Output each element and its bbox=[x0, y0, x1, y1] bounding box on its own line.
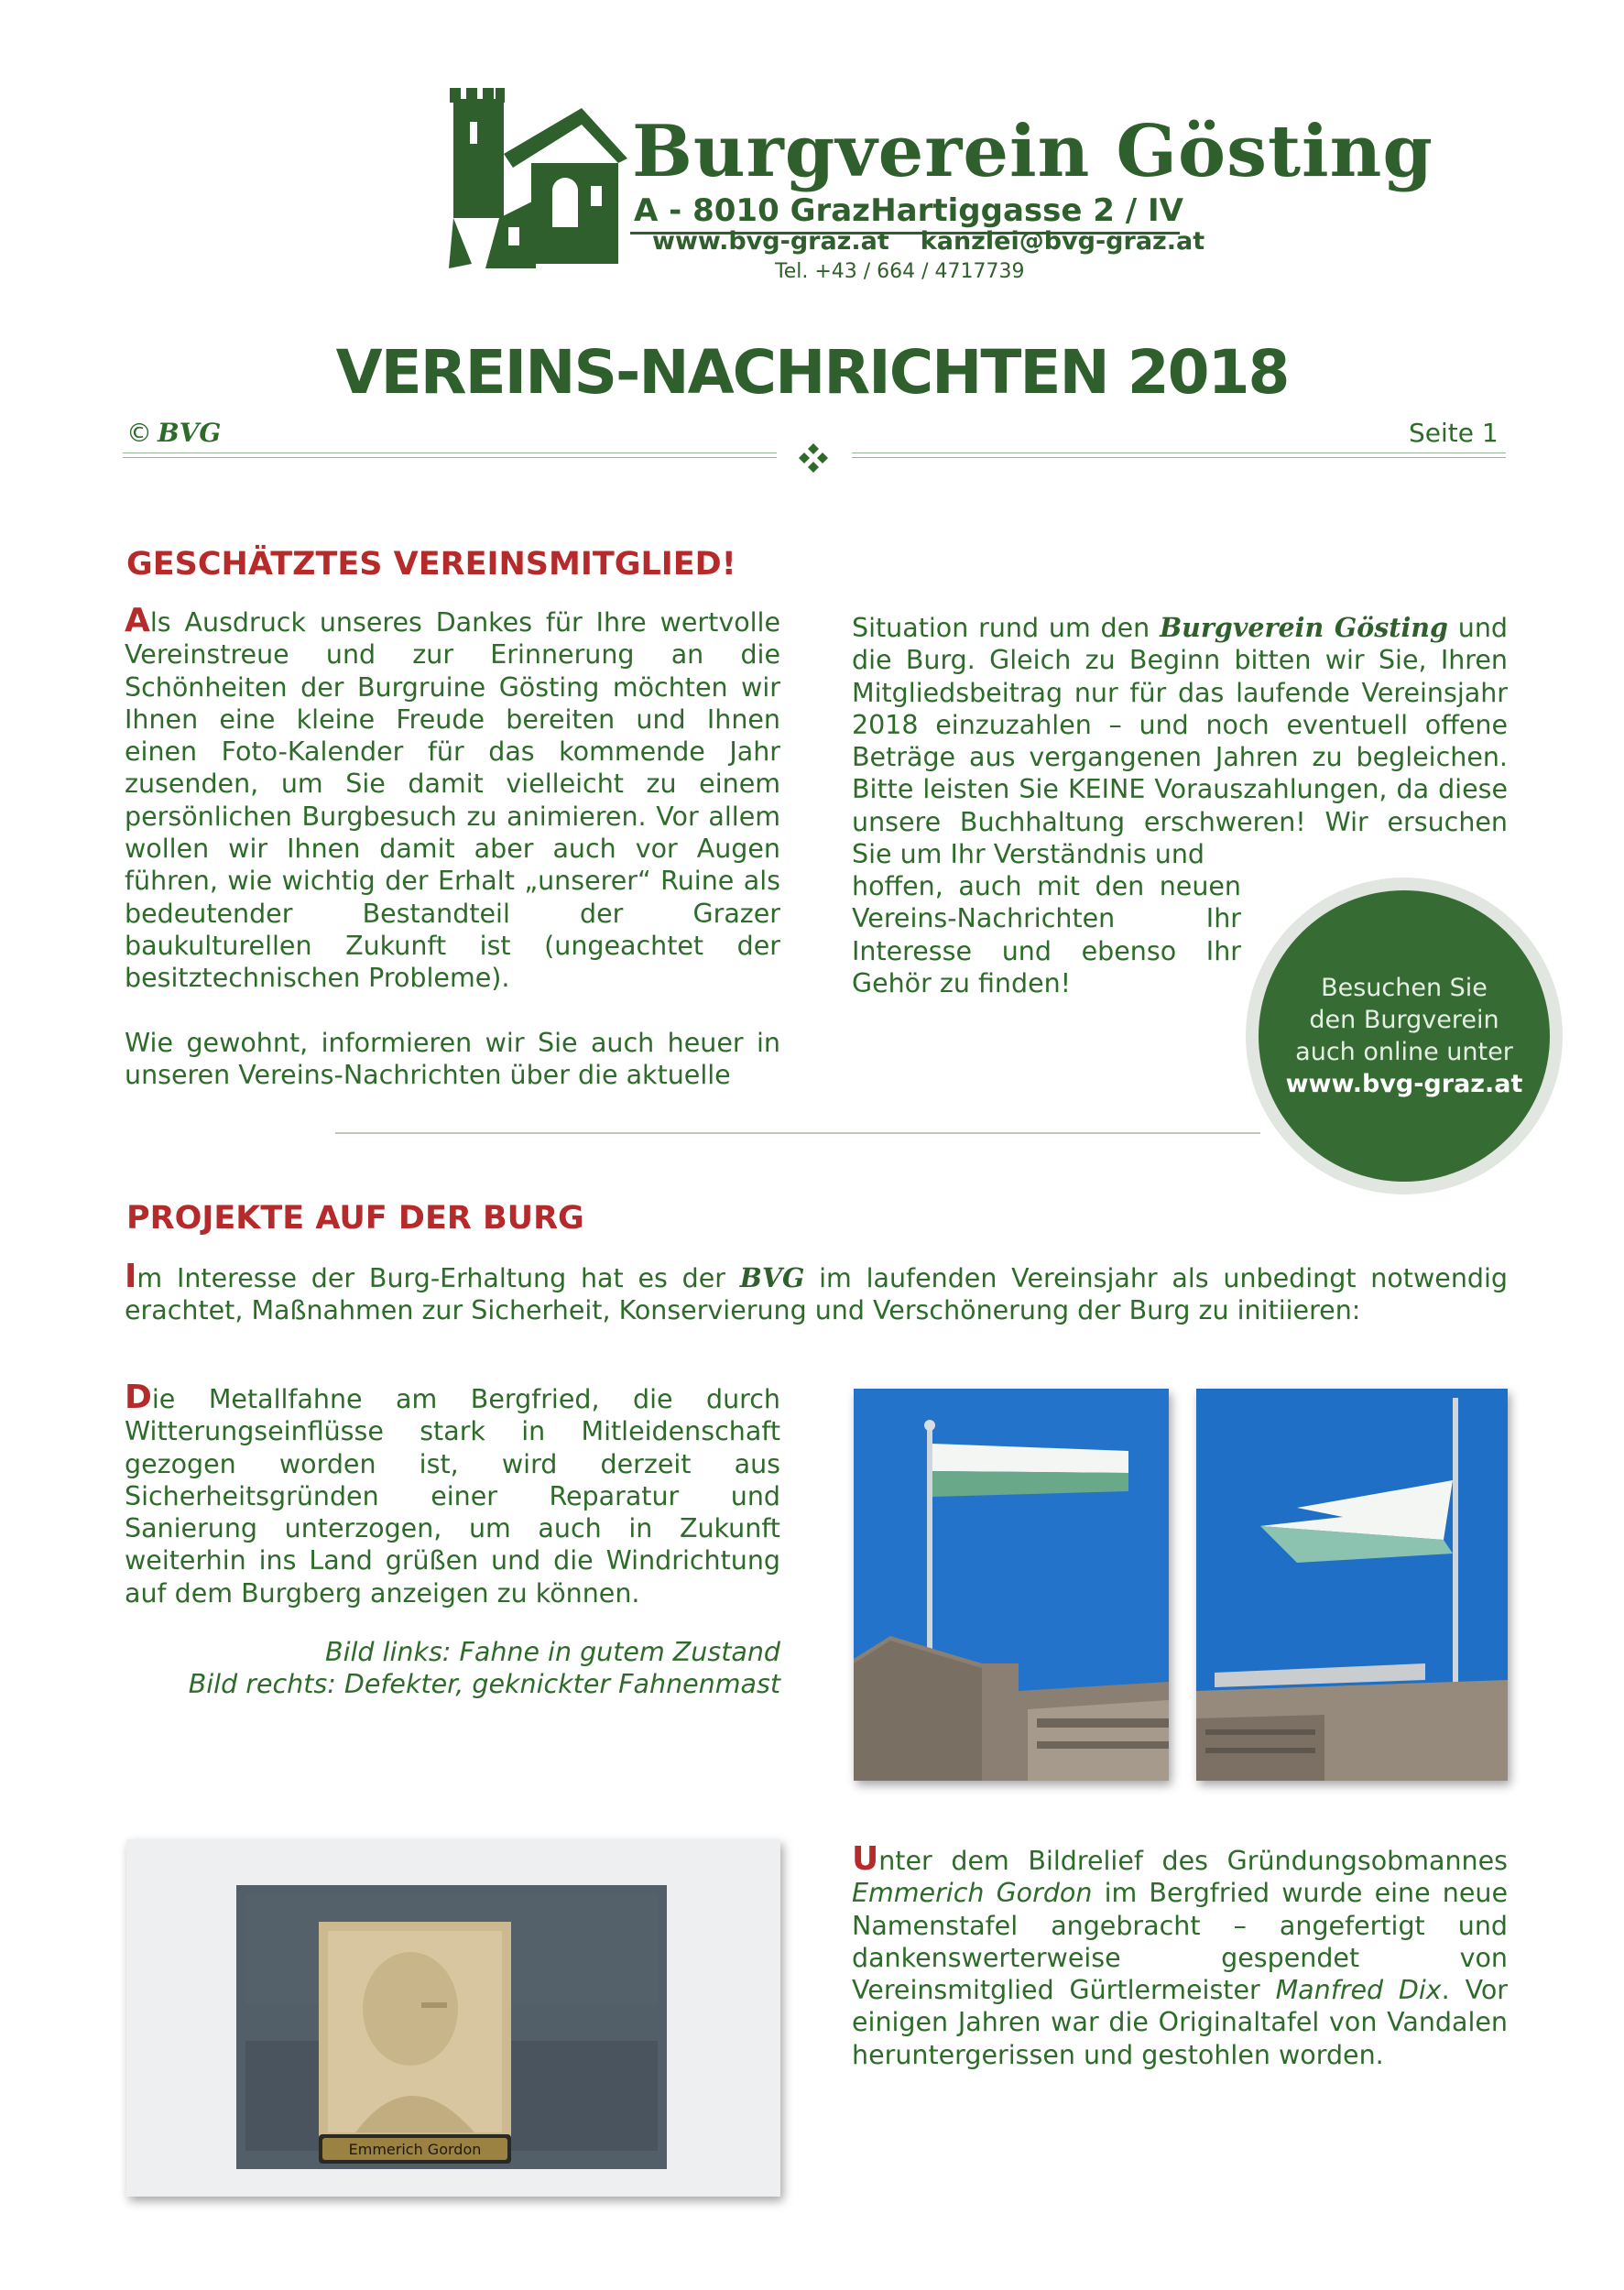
intro-text-1: ls Ausdruck unseres Dankes für Ihre wertvolle Vereinstreue und zur Erinnerung an die Schönheiten der Burgruine Gösting möchten wir Ihnen eine kleine Freude bereiten und Ihnen einen Foto-Kalender für das kommende Jahr zusenden, um Sie damit vielleicht zu einem persönlichen Burgbesuch zu animieren. Vor allem wollen wir Ihnen damit aber auch vor Augen führen, wie wichtig der Erhalt „unserer“ Ruine als bedeutender Bestandteil der Grazer baukulturellen Zukunft ist (ungeachtet der besitztechnischen Probleme). bbox=[125, 607, 780, 994]
intro-text-2: Wie gewohnt, informieren wir Sie auch heuer in unseren Vereins-Nachrichten über die aktuelle bbox=[125, 1027, 780, 1090]
telephone: Tel. +43 / 664 / 4717739 bbox=[775, 260, 1025, 283]
inline-bvg-mark: BVG bbox=[739, 1262, 805, 1293]
website-callout-inner bbox=[1259, 890, 1550, 1182]
relief-text-a: nter dem Bildrelief des Gründungsobmannes bbox=[878, 1846, 1508, 1876]
castle-logo bbox=[444, 71, 655, 282]
flag-project-text bbox=[125, 1381, 780, 1609]
relief-donor: Manfred Dix bbox=[1275, 1975, 1442, 2006]
dropcap-a: A bbox=[125, 602, 150, 639]
section-divider bbox=[335, 1132, 1260, 1134]
inline-brand-mark: Burgverein Gösting bbox=[1160, 612, 1448, 643]
website-callout-badge[interactable] bbox=[1246, 878, 1563, 1194]
dropcap-i: I bbox=[125, 1258, 137, 1295]
brand-name: Burgverein Gösting bbox=[632, 110, 1433, 193]
photo-captions bbox=[125, 1636, 780, 1700]
newsletter-title: VEREINS-NACHRICHTEN 2018 bbox=[335, 337, 1289, 408]
projects-intro-text-a: m Interesse der Burg-Erhaltung hat es der bbox=[136, 1263, 725, 1293]
caption-right-photo: Bild rechts: Defekter, geknickter Fahnenmast bbox=[188, 1669, 780, 1699]
dropcap-d: D bbox=[125, 1379, 152, 1416]
plaque-name-label: Emmerich Gordon bbox=[348, 2141, 482, 2158]
intro-column-right-bottom bbox=[852, 870, 1241, 999]
intro-text-4: hoffen, auch mit den neuen Vereins-Nachrichten Ihr Interesse und ebenso Ihr Gehör zu finden! bbox=[852, 871, 1241, 998]
divider-left bbox=[123, 453, 777, 458]
page-number: Seite 1 bbox=[1409, 418, 1499, 448]
photo-flag-good-condition bbox=[854, 1389, 1169, 1781]
copyright-notice bbox=[126, 418, 221, 448]
projects-intro bbox=[125, 1260, 1508, 1327]
intro-paragraph-2 bbox=[125, 1027, 780, 1092]
projects-intro-paragraph bbox=[125, 1260, 1508, 1327]
intro-paragraph-3 bbox=[852, 612, 1508, 870]
flag-paragraph bbox=[125, 1381, 780, 1609]
intro-text-3a: Situation rund um den bbox=[852, 613, 1150, 643]
intro-column-right-top bbox=[852, 612, 1508, 870]
divider-right bbox=[852, 453, 1506, 458]
relief-text-b: im Bergfried wurde eine neue Namenstafel angebracht – angefertigt und dankenswerterweise gespendet von Vereinsmitglied Gürtlermeister bbox=[852, 1878, 1508, 2006]
flag-text: ie Metallfahne am Bergfried, die durch Witterungseinflüsse stark in Mitleidenschaft gezogen worden ist, wird derzeit aus Sicherheitsgründen einer Reparatur und Sanierung unterzogen, um auch in Zukunft weiterhin ins Land grüßen und die Windrichtung auf dem Burgberg anzeigen zu können. bbox=[125, 1384, 780, 1608]
projects-intro-text-b: im laufenden Vereinsjahr als unbedingt notwendig erachtet, Maßnahmen zur Sicherheit, Konservierung und Verschönerung der Burg zu initiieren: bbox=[125, 1263, 1508, 1326]
address-line bbox=[634, 192, 1183, 229]
copyright-symbol: © bbox=[126, 418, 152, 448]
relief-text-c: . Vor einigen Jahren war die Originaltafel von Vandalen heruntergerissen und gestohlen worden. bbox=[852, 1975, 1509, 2070]
email-link[interactable]: kanzlei@bvg-graz.at bbox=[920, 227, 1205, 256]
relief-name: Emmerich Gordon bbox=[852, 1878, 1093, 1909]
dropcap-u: U bbox=[852, 1840, 879, 1878]
callout-url[interactable]: www.bvg-graz.at bbox=[1285, 1070, 1523, 1098]
copyright-mark: BVG bbox=[158, 418, 222, 448]
callout-line-2: den Burgverein bbox=[1309, 1006, 1499, 1034]
callout-line-1: Besuchen Sie bbox=[1321, 974, 1488, 1002]
intro-paragraph-4 bbox=[852, 870, 1241, 999]
section-heading-projects: PROJEKTE AUF DER BURG bbox=[126, 1200, 584, 1237]
photo-relief-gordon bbox=[126, 1839, 780, 2197]
section-heading-member: GESCHÄTZTES VEREINSMITGLIED! bbox=[126, 546, 736, 583]
intro-paragraph-1 bbox=[125, 602, 780, 995]
photo-flag-damaged bbox=[1196, 1389, 1508, 1781]
intro-column-left bbox=[125, 602, 780, 1091]
relief-project-text bbox=[852, 1840, 1509, 2071]
postal-city: A - 8010 Graz bbox=[634, 192, 870, 229]
website-link[interactable]: www.bvg-graz.at bbox=[652, 227, 889, 256]
callout-line-3: auch online unter bbox=[1295, 1038, 1513, 1066]
relief-paragraph bbox=[852, 1840, 1509, 2071]
intro-text-3b: und die Burg. Gleich zu Beginn bitten wir Sie, Ihren Mitgliedsbeitrag nur für das laufende Vereinsjahr 2018 einzuzahlen – und noch eventuell offene Beträge aus vergangenen Jahren zu begleichen. Bitte leisten Sie KEINE Vorauszahlungen, da diese unsere Buchhaltung erschweren! Wir ersuchen Sie um Ihr Verständnis und bbox=[852, 613, 1508, 870]
caption-left-photo: Bild links: Fahne in gutem Zustand bbox=[325, 1637, 780, 1667]
diamond-ornament-icon bbox=[795, 440, 832, 476]
street-address: Hartiggasse 2 / IV bbox=[870, 192, 1183, 229]
contact-line bbox=[652, 227, 1204, 256]
